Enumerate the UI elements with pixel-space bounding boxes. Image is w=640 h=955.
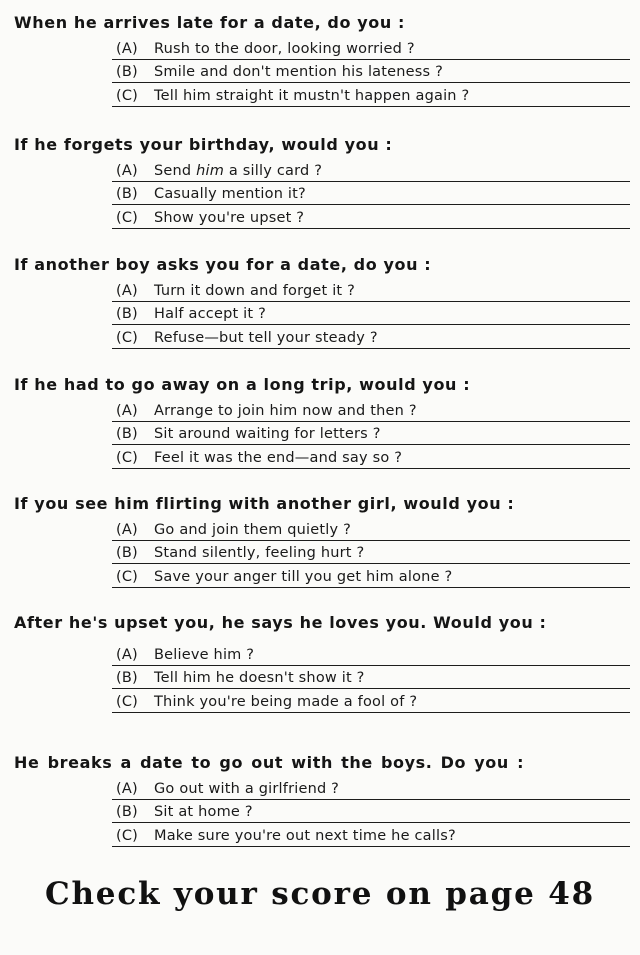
option-c [112,564,630,588]
option-list [112,642,630,713]
option-b [112,302,630,326]
option-letter: (A) [116,521,138,538]
option-c [112,689,630,713]
option-letter: (C) [116,568,139,585]
option-letter: (C) [116,209,139,226]
question-7 [14,754,630,847]
option-text: Tell him he doesn't show it ? [154,670,365,686]
question-text: After he's upset you, he says he loves you. Would you : [14,613,547,632]
option-letter: (A) [116,162,138,179]
option-a [112,642,630,666]
question-text: He breaks a date to go out with the boys. Do you : [14,753,525,772]
option-letter: (C) [116,693,139,710]
option-letter: (B) [116,545,138,561]
option-list [112,36,630,107]
question-2 [14,136,630,229]
option-letter: (B) [116,186,138,202]
option-letter: (B) [116,64,138,80]
question-3 [14,256,630,349]
question-6 [14,614,630,713]
option-letter: (A) [116,780,138,797]
question-1 [14,14,630,107]
option-list [112,158,630,229]
option-text: Stand silently, feeling hurt ? [154,545,365,561]
option-text: Show you're upset ? [154,209,305,226]
question-4 [14,376,630,469]
option-text: Sit at home ? [154,804,253,820]
option-text: Rush to the door, looking worried ? [154,40,415,57]
option-text: Smile and don't mention his lateness ? [154,64,443,80]
emphasis-him: him [196,162,225,179]
option-text: Tell him straight it mustn't happen again ? [154,87,470,104]
option-c [112,823,630,847]
question-text: If he had to go away on a long trip, would you : [14,375,471,394]
option-text: Refuse—but tell your steady ? [154,329,378,346]
option-text: Go out with a girlfriend ? [154,780,340,797]
score-footer: Check your score on page 48 [45,876,595,912]
option-letter: (B) [116,804,138,820]
option-c [112,83,630,107]
option-text: Casually mention it? [154,186,306,202]
option-text: Half accept it ? [154,306,266,322]
option-letter: (A) [116,646,138,663]
option-a [112,398,630,422]
option-list [112,278,630,349]
option-letter: (A) [116,282,138,299]
option-text: Feel it was the end—and say so ? [154,449,403,466]
option-letter: (C) [116,329,139,346]
option-b [112,422,630,446]
option-letter: (C) [116,449,139,466]
option-text: Sit around waiting for letters ? [154,426,381,442]
option-a [112,36,630,60]
option-a [112,776,630,800]
option-letter: (B) [116,426,138,442]
question-text: When he arrives late for a date, do you : [14,13,406,32]
option-a [112,517,630,541]
option-letter: (B) [116,306,138,322]
option-b [112,182,630,206]
option-c [112,445,630,469]
option-text: Turn it down and forget it ? [154,282,356,299]
option-letter: (A) [116,402,138,419]
option-letter: (A) [116,40,138,57]
option-text: Send him a silly card ? [154,162,323,179]
option-text: Save your anger till you get him alone ? [154,568,453,585]
option-list [112,517,630,588]
question-text: If you see him flirting with another girl, would you : [14,494,515,513]
option-text: Make sure you're out next time he calls? [154,827,456,844]
option-b [112,666,630,690]
option-b [112,60,630,84]
option-c [112,205,630,229]
option-letter: (C) [116,827,139,844]
option-list [112,398,630,469]
option-letter: (C) [116,87,139,104]
option-text: Believe him ? [154,646,255,663]
option-letter: (B) [116,670,138,686]
question-5 [14,495,630,588]
option-text: Think you're being made a fool of ? [154,693,418,710]
option-b [112,541,630,565]
option-list [112,776,630,847]
option-text: Arrange to join him now and then ? [154,402,417,419]
question-text: If he forgets your birthday, would you : [14,135,393,154]
option-b [112,800,630,824]
option-text: Go and join them quietly ? [154,521,352,538]
option-a [112,158,630,182]
option-c [112,325,630,349]
question-text: If another boy asks you for a date, do you : [14,255,432,274]
option-a [112,278,630,302]
